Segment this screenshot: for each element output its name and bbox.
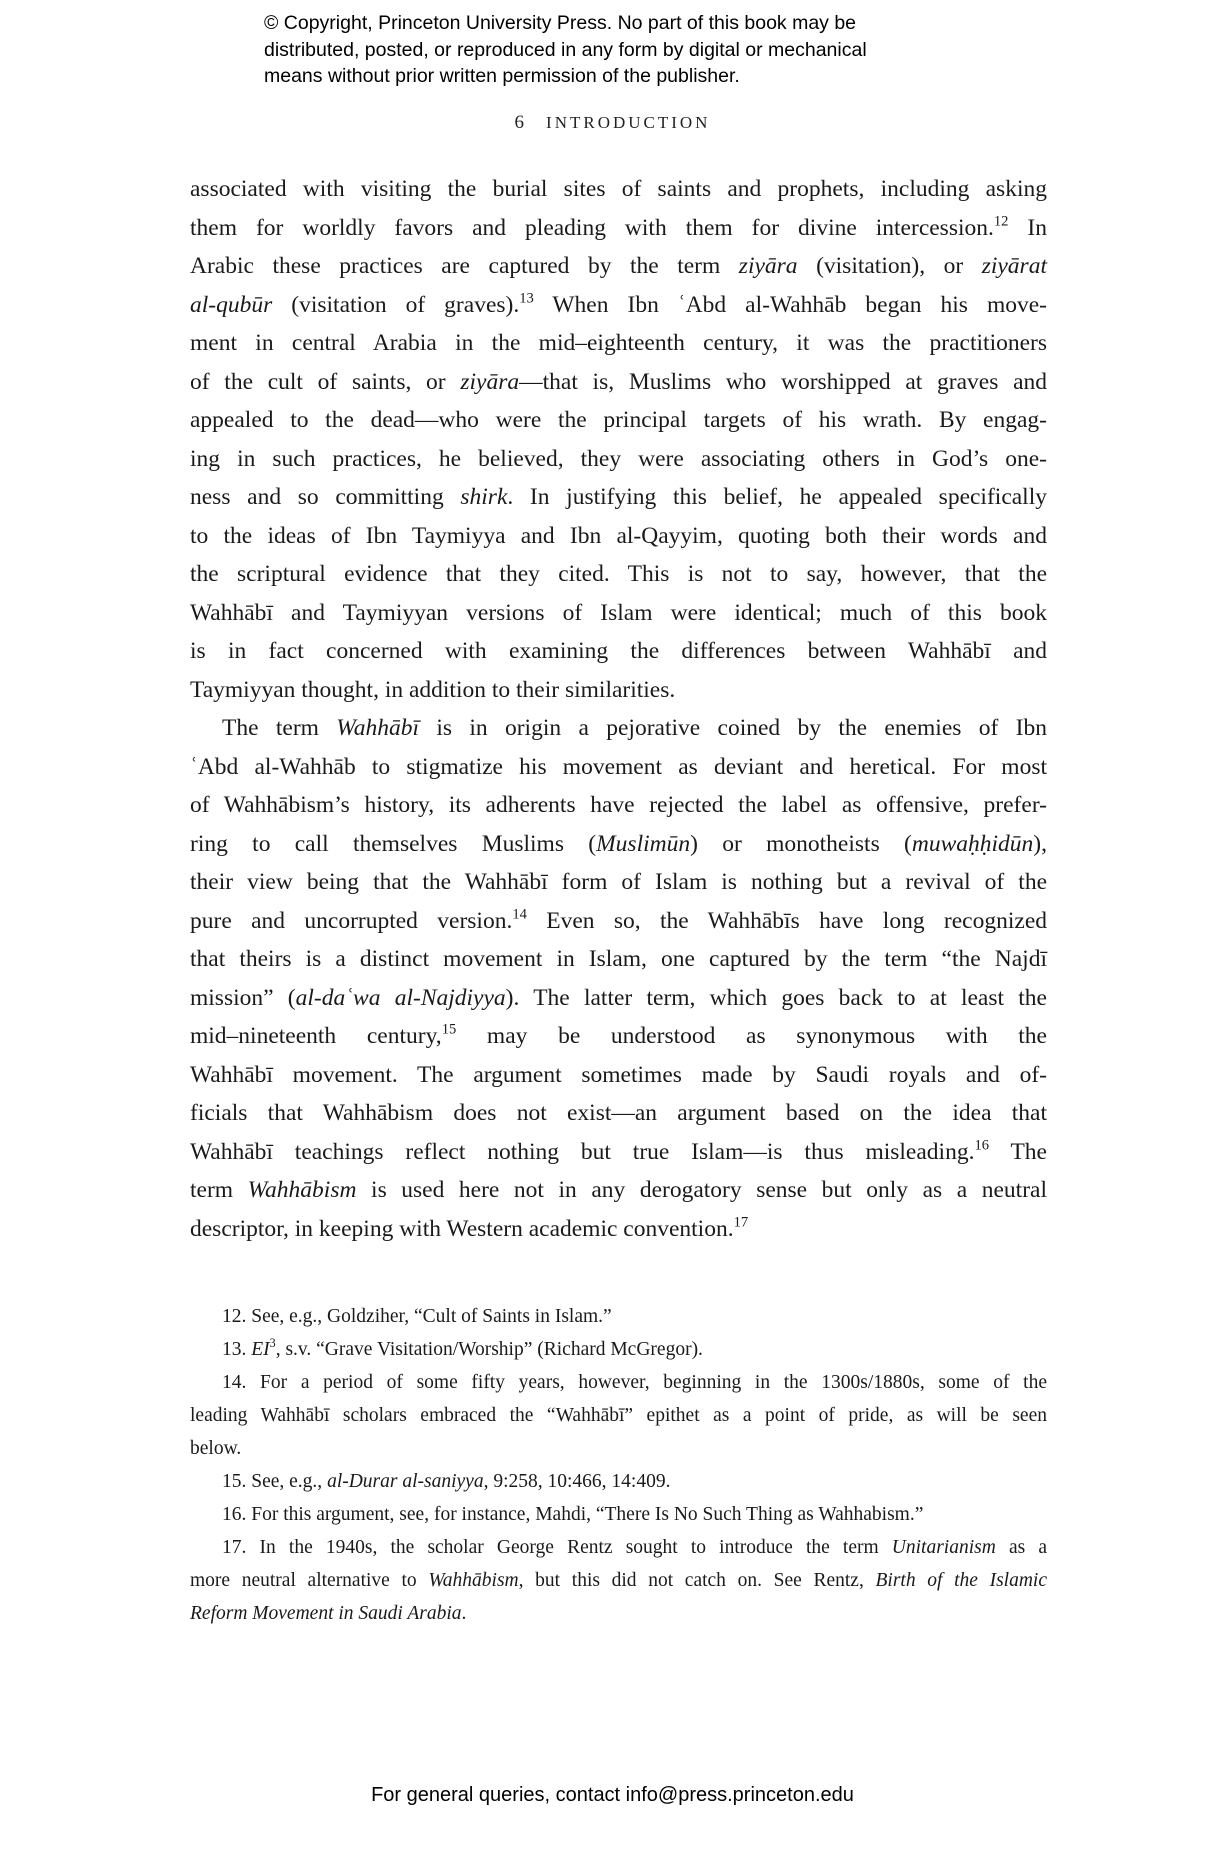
text-run: , but this did not catch on. See Rentz, bbox=[518, 1570, 876, 1591]
text-run: to the ideas of Ibn Taymiyya and Ibn al-Qayyim, quoting both their words and bbox=[190, 522, 1047, 549]
text-run: mid–nineteenth century, bbox=[190, 1023, 442, 1049]
italic-text: Wahhābism bbox=[428, 1570, 519, 1591]
footnote-line bbox=[190, 1333, 1047, 1366]
text-run: ʿAbd al-Wahhāb to stigmatize his movement as deviant and heretical. For most bbox=[190, 753, 1047, 780]
body-line bbox=[190, 1171, 1047, 1210]
body-line bbox=[190, 902, 1047, 941]
text-run: ment in central Arabia in the mid–eighteenth century, it was the practitioners bbox=[190, 330, 1047, 356]
text-run: 13. bbox=[222, 1339, 252, 1360]
italic-text: al-Durar al-saniyya bbox=[327, 1471, 484, 1492]
body-line bbox=[190, 517, 1047, 556]
body-line bbox=[190, 1017, 1047, 1056]
note-reference: 13 bbox=[519, 290, 534, 307]
body-line bbox=[190, 209, 1047, 248]
text-run: 15. See, e.g., bbox=[222, 1471, 328, 1492]
body-line bbox=[190, 478, 1047, 517]
text-run: 16. For this argument, see, for instance, Mahdi, “There Is No Such Thing as Wahhabism.” bbox=[222, 1504, 924, 1525]
text-run: —that is, Muslims who worshipped at graves and bbox=[519, 368, 1047, 395]
text-run: , s.v. “Grave Visitation/Worship” (Richard McGregor). bbox=[275, 1339, 703, 1360]
footer-contact: For general queries, contact info@press.princeton.edu bbox=[371, 1784, 854, 1806]
footnote-line bbox=[190, 1465, 1047, 1498]
text-run: Wahhābī movement. The argument sometimes made by Saudi royals and of- bbox=[190, 1061, 1047, 1088]
copyright-line: means without prior written permission of the publisher. bbox=[264, 65, 740, 87]
body-line bbox=[190, 363, 1047, 402]
italic-text: Unitarianism bbox=[891, 1537, 996, 1558]
footnote-line bbox=[190, 1300, 1047, 1333]
body-line bbox=[190, 1133, 1047, 1172]
page-number: 6 bbox=[514, 112, 525, 133]
running-head bbox=[0, 112, 1225, 134]
text-run: pure and uncorrupted version. bbox=[190, 907, 513, 934]
note-reference: 12 bbox=[993, 213, 1009, 230]
text-run: term bbox=[190, 1177, 248, 1203]
italic-text: Wahhābism bbox=[247, 1177, 357, 1203]
text-run: ing in such practices, he believed, they were associating others in God’s one- bbox=[190, 445, 1047, 472]
italic-text: ziyāra bbox=[460, 368, 520, 395]
note-reference: 15 bbox=[441, 1021, 457, 1038]
text-run: ). The latter term, which goes back to at least the bbox=[505, 984, 1047, 1011]
body-line bbox=[190, 247, 1047, 286]
italic-text: Muslimūn bbox=[596, 830, 691, 857]
text-run: Arabic these practices are captured by the term bbox=[190, 253, 739, 279]
footnotes bbox=[190, 1300, 1047, 1630]
body-line bbox=[190, 324, 1047, 363]
text-run: their view being that the Wahhābī form of Islam is nothing but a revival of the bbox=[190, 869, 1047, 895]
text-run: . bbox=[461, 1603, 467, 1624]
italic-text: Birth of the Islamic bbox=[875, 1570, 1047, 1591]
footnote-line bbox=[190, 1597, 1047, 1630]
text-run: 12. See, e.g., Goldziher, “Cult of Saints in Islam.” bbox=[222, 1306, 612, 1327]
text-run: the scriptural evidence that they cited. This is not to say, however, that the bbox=[190, 561, 1047, 587]
text-run: The term bbox=[222, 715, 337, 741]
italic-text: muwaḥḥidūn bbox=[911, 830, 1034, 857]
body-line bbox=[190, 1056, 1047, 1095]
footnote-line bbox=[190, 1564, 1047, 1597]
italic-text: Reform Movement in Saudi Arabia bbox=[190, 1603, 462, 1624]
text-run: . In justifying this belief, he appealed specifically bbox=[507, 484, 1047, 510]
body-line bbox=[190, 1094, 1047, 1133]
italic-text: ziyārat bbox=[981, 253, 1047, 279]
text-run: of the cult of saints, or bbox=[190, 368, 461, 395]
text-run: of Wahhābism’s history, its adherents have rejected the label as offensive, prefer- bbox=[190, 792, 1047, 818]
body-line bbox=[190, 825, 1047, 864]
text-run: associated with visiting the burial sites of saints and prophets, including asking bbox=[190, 176, 1047, 202]
body-line bbox=[190, 786, 1047, 825]
italic-text: ziyāra bbox=[738, 253, 798, 279]
italic-text: al-daʿwa al-Najdiyya bbox=[295, 984, 506, 1011]
body-line bbox=[190, 979, 1047, 1018]
body-line bbox=[190, 170, 1047, 209]
chapter-title: INTRODUCTION bbox=[546, 113, 711, 132]
body-line bbox=[190, 940, 1047, 979]
text-run: mission” ( bbox=[190, 984, 296, 1011]
body-line bbox=[190, 555, 1047, 594]
text-run: may be understood as synonymous with the bbox=[456, 1023, 1047, 1049]
text-run: is used here not in any derogatory sense but only as a neutral bbox=[356, 1177, 1047, 1203]
italic-text: shirk bbox=[460, 484, 508, 510]
body-line bbox=[190, 440, 1047, 479]
text-run: as a bbox=[995, 1537, 1047, 1558]
text-run: ) or monotheists ( bbox=[690, 830, 912, 857]
body-line bbox=[190, 286, 1047, 325]
text-run: ring to call themselves Muslims ( bbox=[190, 830, 597, 857]
italic-text: Wahhābī bbox=[336, 715, 419, 741]
text-run: appealed to the dead—who were the principal targets of his wrath. By engag- bbox=[190, 407, 1047, 433]
body-text bbox=[190, 170, 1047, 1248]
body-line bbox=[190, 748, 1047, 787]
text-run: is in origin a pejorative coined by the enemies of Ibn bbox=[419, 715, 1047, 741]
text-run: more neutral alternative to bbox=[190, 1570, 429, 1591]
text-run: (visitation of graves). bbox=[272, 291, 520, 318]
text-run: Taymiyyan thought, in addition to their similarities. bbox=[190, 676, 676, 703]
footnote-line bbox=[190, 1399, 1047, 1432]
body-line bbox=[190, 594, 1047, 633]
text-run: Wahhābī and Taymiyyan versions of Islam were identical; much of this book bbox=[190, 599, 1047, 626]
body-line bbox=[190, 401, 1047, 440]
body-line bbox=[190, 709, 1047, 748]
text-run: them for worldly favors and pleading with them for divine intercession. bbox=[190, 214, 994, 241]
body-line bbox=[190, 632, 1047, 671]
body-line bbox=[190, 863, 1047, 902]
text-run: ), bbox=[1033, 830, 1047, 857]
text-run: Wahhābī teachings reflect nothing but true Islam—is thus misleading. bbox=[190, 1138, 975, 1165]
copyright-line: distributed, posted, or reproduced in any form by digital or mechanical bbox=[264, 38, 867, 61]
text-run: , 9:258, 10:466, 14:409. bbox=[483, 1471, 671, 1492]
text-run: that theirs is a distinct movement in Islam, one captured by the term “the Najdī bbox=[190, 946, 1047, 972]
note-reference: 3 bbox=[269, 1336, 276, 1351]
text-run: (visitation), or bbox=[797, 253, 982, 279]
text-run: The bbox=[989, 1138, 1047, 1165]
copyright-line: © Copyright, Princeton University Press. No part of this book may be bbox=[264, 12, 857, 34]
text-run: 14. For a period of some fifty years, however, beginning in the 1300s/1880s, some of the bbox=[222, 1372, 1047, 1393]
text-run: descriptor, in keeping with Western academic convention. bbox=[190, 1215, 734, 1242]
copyright-notice bbox=[264, 10, 867, 90]
text-run: leading Wahhābī scholars embraced the “Wahhābī” epithet as a point of pride, as will be seen bbox=[190, 1405, 1047, 1426]
italic-text: al-qubūr bbox=[190, 291, 273, 318]
body-line bbox=[190, 1210, 1047, 1249]
text-run: ficials that Wahhābism does not exist—an argument based on the idea that bbox=[190, 1100, 1047, 1126]
footnote-line bbox=[190, 1498, 1047, 1531]
text-run: In bbox=[1008, 214, 1047, 241]
note-reference: 14 bbox=[512, 906, 527, 923]
body-line bbox=[190, 671, 1047, 710]
italic-text: EI bbox=[251, 1339, 270, 1360]
text-run: is in fact concerned with examining the differences between Wahhābī and bbox=[190, 638, 1047, 664]
footnote-line bbox=[190, 1366, 1047, 1399]
text-run: 17. In the 1940s, the scholar George Rentz sought to introduce the term bbox=[222, 1537, 892, 1558]
note-reference: 16 bbox=[974, 1137, 990, 1154]
footnote-line bbox=[190, 1531, 1047, 1564]
text-run: below. bbox=[190, 1438, 242, 1459]
footnote-line bbox=[190, 1432, 1047, 1465]
text-run: ness and so committing bbox=[190, 484, 461, 510]
note-reference: 17 bbox=[733, 1214, 749, 1231]
text-run: When Ibn ʿAbd al-Wahhāb began his move- bbox=[533, 291, 1047, 318]
text-run: Even so, the Wahhābīs have long recognized bbox=[526, 907, 1047, 934]
